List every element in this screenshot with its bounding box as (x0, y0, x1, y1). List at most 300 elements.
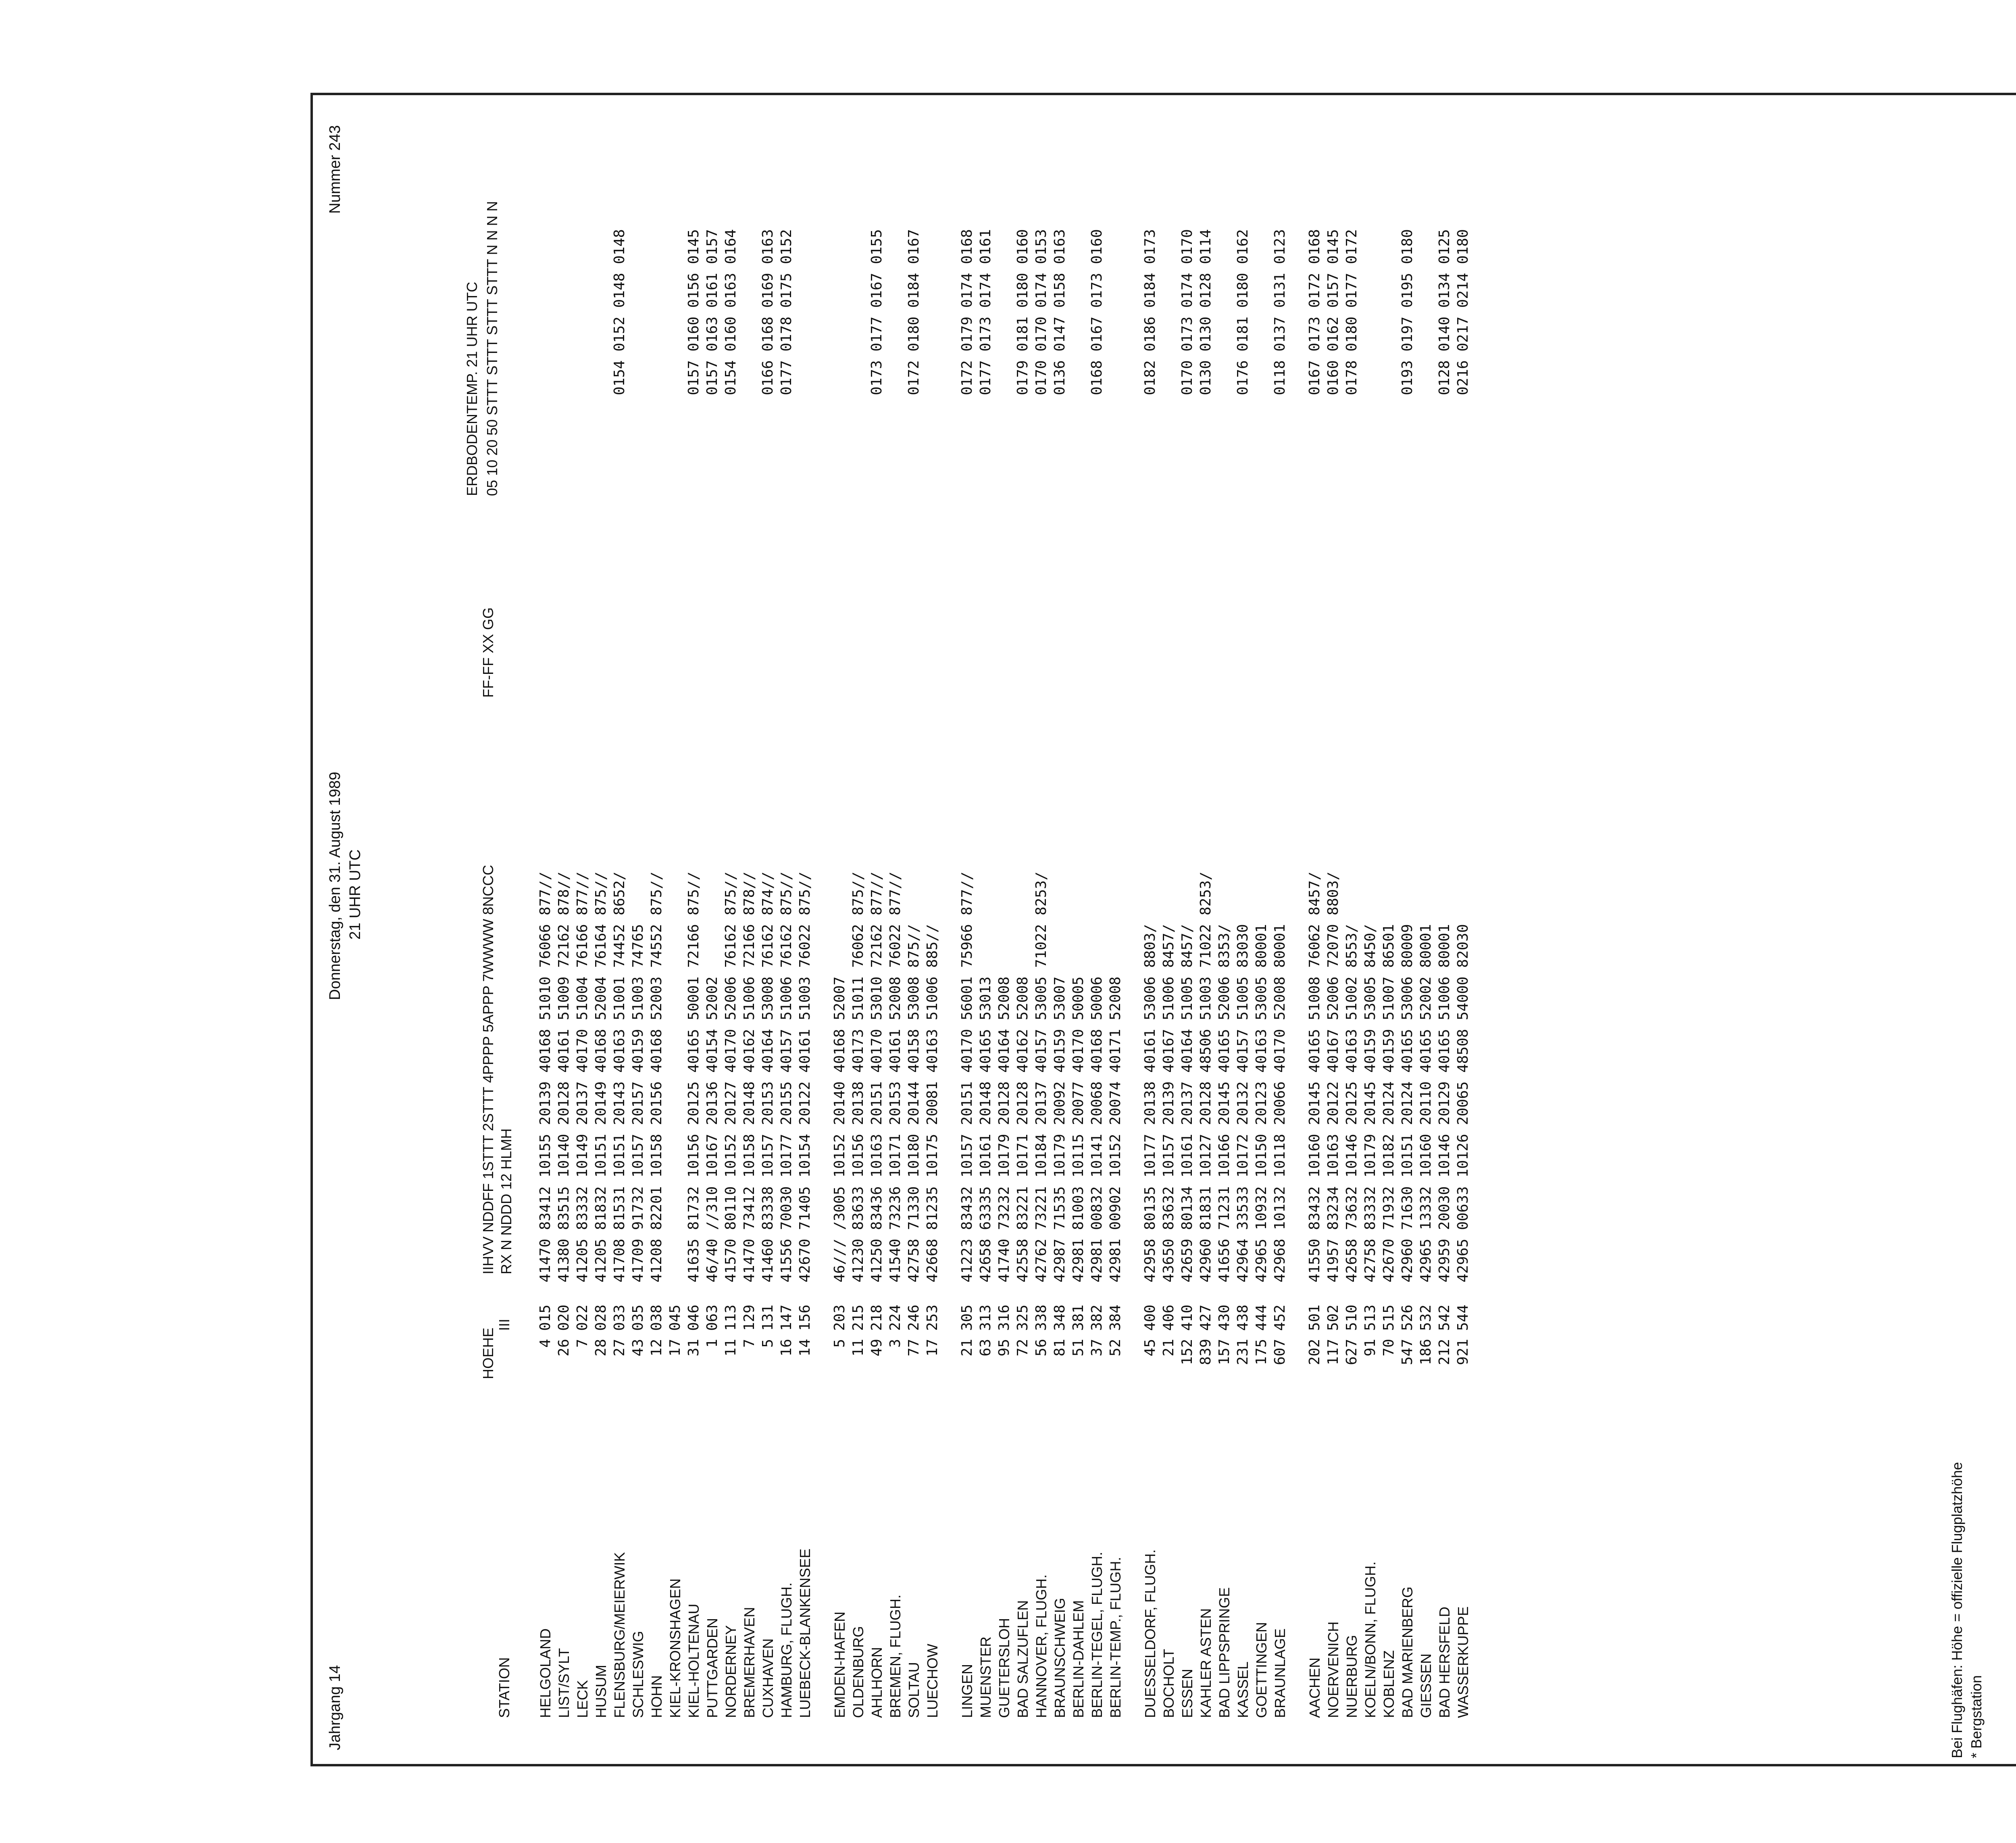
soil-temperatures (555, 32, 573, 395)
soil-temperatures: 0136 0147 0158 0163 (1052, 229, 1068, 395)
station-height: 175 (1253, 1339, 1270, 1366)
station-height: 212 (1436, 1339, 1453, 1366)
station-height: 839 (1198, 1339, 1214, 1366)
station-number: 015 (537, 1304, 554, 1331)
station-name: GIESSEN (1418, 1653, 1434, 1718)
soil-temperatures (1069, 32, 1088, 395)
table-row (722, 32, 740, 1718)
station-name: OLDENBURG (850, 1626, 866, 1718)
table-row (1088, 32, 1106, 1718)
table-row (958, 32, 977, 1718)
synop-groups: 46/40 //310 10167 20136 40154 52002 (704, 976, 721, 1282)
table-row (1160, 32, 1178, 1718)
station-height: 52 (1107, 1339, 1124, 1357)
station-number: 035 (630, 1304, 646, 1331)
station-number: 513 (1362, 1304, 1379, 1331)
soil-temperatures (1252, 32, 1271, 395)
station-height: 21 (959, 1339, 975, 1357)
station-number: 427 (1198, 1304, 1214, 1331)
synop-groups: 42658 73632 10146 20125 40163 51002 8553/ (1343, 924, 1360, 1282)
station-name: HANNOVER, FLUGH. (1033, 1574, 1050, 1718)
synop-groups: 42964 33533 10172 20132 40157 51005 83030 (1235, 924, 1251, 1282)
station-height: 26 (556, 1339, 572, 1357)
table-row (1271, 32, 1289, 1718)
soil-temperatures: 0176 0181 0180 0162 (1235, 229, 1251, 395)
table-row (977, 32, 995, 1718)
soil-temperatures (592, 32, 610, 395)
table-row (666, 32, 685, 1718)
synop-groups: 42965 00633 10126 20065 48508 54000 82030 (1455, 924, 1471, 1282)
station-number: 313 (977, 1304, 994, 1331)
station-number: 515 (1381, 1304, 1397, 1331)
synop-groups: 41208 82201 10158 20156 40168 52003 74552 875// (648, 871, 665, 1282)
synop-groups: 42670 71932 10182 20124 40159 51007 86501 (1381, 924, 1397, 1282)
table-row (886, 32, 905, 1718)
station-name: BOCHOLT (1160, 1649, 1177, 1718)
issue-number: Nummer 243 (327, 125, 344, 214)
table-row (1032, 32, 1051, 1718)
station-name: KIEL-HOLTENAU (685, 1603, 702, 1718)
station-number: 406 (1160, 1304, 1177, 1331)
station-number: 033 (611, 1304, 628, 1331)
synop-groups: 42959 20030 10146 20129 40165 51006 80001 (1436, 924, 1453, 1282)
synop-groups: 41250 83436 10163 20151 40170 53010 72162 877// (868, 871, 885, 1282)
station-height: 56 (1033, 1339, 1050, 1357)
synop-groups: 42968 10132 10118 20066 40170 52008 80001 (1272, 924, 1288, 1282)
station-name: EMDEN-HAFEN (831, 1611, 848, 1718)
synop-groups: 41205 83332 10149 20137 40170 51004 76166 877// (574, 871, 591, 1282)
soil-temperatures (849, 32, 868, 395)
soil-temperatures (573, 32, 592, 395)
station-number: 400 (1142, 1304, 1158, 1331)
synop-groups: 42965 13332 10160 20110 40165 52002 80001 (1418, 924, 1434, 1282)
station-name: BAD MARIENBERG (1399, 1586, 1416, 1718)
station-height: 17 (924, 1339, 941, 1357)
table-row (831, 32, 849, 1718)
table-row (1141, 32, 1160, 1718)
soil-temperatures (1160, 32, 1178, 395)
station-name: BAD SALZUFLEN (1014, 1600, 1031, 1718)
volume-label: Jahrgang 14 (327, 1665, 344, 1750)
soil-temperatures: 0173 0177 0167 0155 (868, 229, 885, 395)
synop-groups: 41550 83432 10160 20145 40165 51008 76062 8457/ (1306, 871, 1323, 1282)
station-height: 117 (1325, 1339, 1341, 1366)
station-number: 316 (996, 1304, 1012, 1331)
station-number: 028 (593, 1304, 609, 1331)
station-number: 147 (778, 1304, 795, 1331)
soil-temperatures (1380, 32, 1398, 395)
soil-temperatures: 0177 0173 0174 0161 (977, 229, 994, 395)
soil-temperatures: 0172 0180 0184 0167 (906, 229, 922, 395)
table-row (1178, 32, 1197, 1718)
synop-groups: 42558 83221 10171 20128 40162 52008 (1014, 976, 1031, 1282)
station-height: 5 (831, 1339, 848, 1348)
station-number: 348 (1052, 1304, 1068, 1331)
synop-groups: 42960 81831 10127 20128 48506 51003 71022 8253/ (1198, 871, 1214, 1282)
table-row (648, 32, 666, 1718)
station-number: 325 (1014, 1304, 1031, 1331)
station-table (536, 32, 1472, 1718)
row-gap (814, 32, 831, 1718)
station-height: 45 (1142, 1339, 1158, 1357)
station-name: BERLIN-DAHLEM (1070, 1600, 1087, 1718)
col-erdboden-sub: 05 10 20 50 STTT STTT STTT STTT N N N N (484, 201, 500, 496)
station-name: SCHLESWIG (630, 1630, 646, 1718)
station-name: KAHLER ASTEN (1198, 1608, 1214, 1718)
station-number: 381 (1070, 1304, 1087, 1331)
station-name: BRAUNLAGE (1272, 1628, 1288, 1718)
synop-groups: 41656 71231 10166 20145 40165 52006 8353/ (1216, 924, 1233, 1282)
synop-groups: 42668 81235 10175 20081 40163 51006 885// (924, 924, 941, 1282)
synop-groups: 42762 73221 10184 20137 40157 53005 71022 8253/ (1033, 871, 1050, 1282)
station-number: 113 (723, 1304, 739, 1331)
station-name: NORDERNEY (723, 1625, 739, 1718)
station-height: 21 (1160, 1339, 1177, 1357)
station-number: 215 (850, 1304, 866, 1331)
station-name: HOHN (648, 1675, 665, 1718)
col-hoehe: HOEHE (480, 1327, 496, 1379)
soil-temperatures: 0166 0168 0169 0163 (760, 229, 776, 395)
station-name: GOETTINGEN (1253, 1622, 1270, 1718)
station-height: 70 (1381, 1339, 1397, 1357)
table-row (703, 32, 722, 1718)
synop-groups: 41230 83633 10156 20138 40173 51011 76062 875// (850, 871, 866, 1282)
soil-temperatures (1106, 32, 1125, 395)
station-height: 152 (1179, 1339, 1195, 1366)
station-number: 224 (887, 1304, 904, 1331)
station-name: HUSUM (593, 1665, 609, 1718)
station-name: AACHEN (1306, 1657, 1323, 1718)
soil-temperatures (536, 32, 555, 395)
station-number: 452 (1272, 1304, 1288, 1331)
synop-groups: 42987 71535 10179 20092 40159 53007 (1052, 976, 1068, 1282)
station-number: 020 (556, 1304, 572, 1331)
station-number: 438 (1235, 1304, 1251, 1331)
station-height: 3 (887, 1339, 904, 1348)
table-row (1051, 32, 1069, 1718)
station-number: 038 (648, 1304, 665, 1331)
station-height: 49 (868, 1339, 885, 1357)
station-name: BRAUNSCHWEIG (1052, 1597, 1068, 1718)
table-row (1435, 32, 1454, 1718)
col-erdboden: ERDBODENTEMP. 21 UHR UTC (464, 281, 480, 496)
synop-groups: 41556 70030 10177 20155 40157 51006 76162 875// (778, 871, 795, 1282)
table-row (1197, 32, 1215, 1718)
station-name: LUECHOW (924, 1643, 941, 1718)
table-row (905, 32, 923, 1718)
date-label: Donnerstag, den 31. August 1989 (327, 771, 344, 1000)
station-height: 12 (648, 1339, 665, 1357)
table-row (740, 32, 759, 1718)
station-name: LECK (574, 1680, 591, 1718)
station-number: 338 (1033, 1304, 1050, 1331)
station-number: 502 (1325, 1304, 1341, 1331)
table-row (573, 32, 592, 1718)
soil-temperatures: 0157 0160 0156 0145 (685, 229, 702, 395)
synop-groups: 41205 81832 10151 20149 40168 52004 76164 875// (593, 871, 609, 1282)
station-name: BAD LIPPSPRINGE (1216, 1587, 1233, 1718)
station-number: 253 (924, 1304, 941, 1331)
soil-temperatures: 0157 0163 0161 0157 (704, 229, 721, 395)
footnote-mountain: * Bergstation (1968, 1675, 1985, 1758)
row-gap (1289, 32, 1306, 1718)
station-number: 129 (741, 1304, 758, 1331)
station-height: 51 (1070, 1339, 1087, 1357)
station-name: LINGEN (959, 1664, 975, 1718)
soil-temperatures: 0170 0170 0174 0153 (1033, 229, 1050, 395)
station-name: LUEBECK-BLANKENSEE (797, 1548, 813, 1718)
synop-groups: 42670 71405 10154 20122 40161 51003 76022 875// (797, 871, 813, 1282)
table-row (1252, 32, 1271, 1718)
row-gap (942, 32, 958, 1718)
station-name: BREMEN, FLUGH. (887, 1594, 904, 1718)
station-height: 5 (760, 1339, 776, 1348)
station-height: 186 (1418, 1339, 1434, 1366)
soil-temperatures (648, 32, 666, 395)
table-row (868, 32, 886, 1718)
table-row (777, 32, 796, 1718)
station-name: BERLIN-TEMP., FLUGH. (1107, 1557, 1124, 1718)
station-name: GUETERSLOH (996, 1618, 1012, 1718)
soil-temperatures (740, 32, 759, 395)
table-row (1380, 32, 1398, 1718)
station-height: 31 (685, 1339, 702, 1357)
station-height: 1 (704, 1339, 721, 1348)
table-row (1361, 32, 1380, 1718)
table-row (536, 32, 555, 1718)
synop-groups: 41635 81732 10156 20125 40165 50001 72166 875// (685, 871, 702, 1282)
station-number: 542 (1436, 1304, 1453, 1331)
station-height: 607 (1272, 1339, 1288, 1366)
soil-temperatures: 0182 0186 0184 0173 (1142, 229, 1158, 395)
station-height: 63 (977, 1339, 994, 1357)
station-name: FLENSBURG/MEIERWIK (611, 1552, 628, 1718)
synop-groups: 42758 83332 10179 20145 40159 53005 8450/ (1362, 924, 1379, 1282)
station-number: 022 (574, 1304, 591, 1331)
station-height: 81 (1052, 1339, 1068, 1357)
synop-groups: 42981 00832 10141 20068 40168 50006 (1089, 976, 1105, 1282)
station-number: 203 (831, 1304, 848, 1331)
station-height: 7 (574, 1339, 591, 1348)
station-height: 202 (1306, 1339, 1323, 1366)
station-name: KOBLENZ (1381, 1650, 1397, 1718)
station-name: HELGOLAND (537, 1628, 554, 1718)
table-row (923, 32, 942, 1718)
station-height: 27 (611, 1339, 628, 1357)
station-height: 43 (630, 1339, 646, 1357)
soil-temperatures (886, 32, 905, 395)
synop-groups: 41470 73412 10158 20148 40162 51006 72166 878// (741, 871, 758, 1282)
col-ff: FF-FF XX GG (480, 607, 496, 698)
table-row (849, 32, 868, 1718)
table-row (610, 32, 629, 1718)
table-row (1306, 32, 1324, 1718)
table-row (796, 32, 814, 1718)
station-name: SOLTAU (906, 1662, 922, 1718)
station-height: 627 (1343, 1339, 1360, 1366)
synop-groups: 41223 83432 10157 20151 40170 56001 75966 877// (959, 871, 975, 1282)
soil-temperatures (629, 32, 648, 395)
table-row (1343, 32, 1361, 1718)
station-height: 77 (906, 1339, 922, 1357)
station-height: 11 (723, 1339, 739, 1357)
station-name: BERLIN-TEGEL, FLUGH. (1089, 1551, 1105, 1718)
table-row (1106, 32, 1125, 1718)
station-number: 063 (704, 1304, 721, 1331)
station-number: 382 (1089, 1304, 1105, 1331)
station-height: 7 (741, 1339, 758, 1348)
station-height: 14 (797, 1339, 813, 1357)
row-gap (1125, 32, 1141, 1718)
station-height: 11 (850, 1339, 866, 1357)
station-height: 157 (1216, 1339, 1233, 1366)
soil-temperatures (1417, 32, 1435, 395)
station-name: AHLHORN (868, 1647, 885, 1718)
table-row (1234, 32, 1252, 1718)
synop-groups: 42958 80135 10177 20138 40161 53006 8803/ (1142, 924, 1158, 1282)
table-row (1324, 32, 1343, 1718)
station-number: 305 (959, 1304, 975, 1331)
station-name: BREMERHAVEN (741, 1607, 758, 1718)
station-name: KOELN/BONN, FLUGH. (1362, 1561, 1379, 1718)
soil-temperatures: 0128 0140 0134 0125 (1436, 229, 1453, 395)
station-number: 444 (1253, 1304, 1270, 1331)
station-height: 16 (778, 1339, 795, 1357)
col-iii: III (496, 1318, 512, 1331)
soil-temperatures: 0168 0167 0173 0160 (1089, 229, 1105, 395)
table-row (592, 32, 610, 1718)
synop-groups: 42981 81003 10115 20077 40170 50005 (1070, 976, 1087, 1282)
station-height: 95 (996, 1339, 1012, 1357)
soil-temperatures (923, 32, 942, 395)
station-name: HAMBURG, FLUGH. (778, 1582, 795, 1718)
table-row (629, 32, 648, 1718)
soil-temperatures (1361, 32, 1380, 395)
station-height: 4 (537, 1339, 554, 1348)
station-height: 231 (1235, 1339, 1251, 1366)
station-number: 246 (906, 1304, 922, 1331)
synop-groups: 46/// /3005 10152 20140 40168 52007 (831, 976, 848, 1282)
station-number: 156 (797, 1304, 813, 1331)
synop-groups: 41540 73236 10171 20153 40161 52008 76022 877// (887, 871, 904, 1282)
col-station: STATION (496, 1657, 512, 1718)
station-name: KASSEL (1235, 1661, 1251, 1718)
rotated-document (310, 93, 2016, 1766)
soil-temperatures (796, 32, 814, 395)
soil-temperatures (1215, 32, 1234, 395)
station-height: 921 (1455, 1339, 1471, 1366)
footnotes (1947, 1462, 1986, 1758)
station-name: LIST/SYLT (556, 1648, 572, 1718)
table-row (1069, 32, 1088, 1718)
table-row (1014, 32, 1032, 1718)
station-name: MUENSTER (977, 1636, 994, 1718)
soil-temperatures: 0167 0173 0172 0168 (1306, 229, 1323, 395)
station-name: WASSERKUPPE (1455, 1606, 1471, 1718)
table-row (759, 32, 777, 1718)
table-row (1215, 32, 1234, 1718)
table-row (555, 32, 573, 1718)
col-groups: IIHVV NDDFF 1STTT 2STTT 4PPPP 5APPP 7WWWW 8NCCC (480, 865, 496, 1274)
table-row (995, 32, 1014, 1718)
table-row (1417, 32, 1435, 1718)
soil-temperatures (831, 32, 849, 395)
soil-temperatures: 0154 0152 0148 0148 (611, 229, 628, 395)
synop-groups: 42981 00902 10152 20074 40171 52008 (1107, 976, 1124, 1282)
soil-temperatures: 0178 0180 0177 0172 (1343, 229, 1360, 395)
station-number: 131 (760, 1304, 776, 1331)
station-height: 17 (667, 1339, 683, 1357)
soil-temperatures: 0179 0181 0180 0160 (1014, 229, 1031, 395)
synop-groups: 42758 71330 10180 20144 40158 53008 875// (906, 924, 922, 1282)
synop-groups: 41708 81531 10151 20143 40163 51001 74452 8652/ (611, 871, 628, 1282)
soil-temperatures: 0118 0137 0131 0123 (1272, 229, 1288, 395)
footnote-airport: Bei Flughäfen: Höhe = offizielle Flugplatzhöhe (1949, 1462, 1965, 1758)
station-number: 510 (1343, 1304, 1360, 1331)
synop-groups: 42960 71630 10151 20124 40165 53006 80009 (1399, 924, 1416, 1282)
synop-groups: 41460 83338 10157 20153 40164 53008 76162 874// (760, 871, 776, 1282)
station-height: 72 (1014, 1339, 1031, 1357)
synop-groups: 41570 80110 10152 20127 40170 52006 76162 875// (723, 871, 739, 1282)
synop-groups: 41709 91732 10157 20157 40159 51003 74765 (630, 924, 646, 1282)
time-label: 21 UHR UTC (347, 849, 364, 940)
station-name: DUESSELDORF, FLUGH. (1142, 1549, 1158, 1718)
synop-groups (666, 395, 685, 1282)
station-height: 547 (1399, 1339, 1416, 1366)
synop-groups: 41380 83515 10140 20128 40161 51009 72162 878// (556, 871, 572, 1282)
station-number: 218 (868, 1304, 885, 1331)
station-name: CUXHAVEN (760, 1638, 776, 1718)
soil-temperatures (666, 32, 685, 395)
synop-groups: 43650 83632 10157 20139 40167 51006 8457/ (1160, 924, 1177, 1282)
table-row (1398, 32, 1417, 1718)
soil-temperatures: 0130 0130 0128 0114 (1198, 229, 1214, 395)
synop-groups: 42965 10932 10150 20123 40163 53005 80001 (1253, 924, 1270, 1282)
soil-temperatures: 0216 0217 0214 0180 (1455, 229, 1471, 395)
soil-temperatures (995, 32, 1014, 395)
station-name: BAD HERSFELD (1436, 1606, 1453, 1718)
station-number: 501 (1306, 1304, 1323, 1331)
station-number: 046 (685, 1304, 702, 1331)
station-number: 532 (1418, 1304, 1434, 1331)
synop-groups: 41470 83412 10155 20139 40168 51010 76066 877// (537, 871, 554, 1282)
station-name: NUERBURG (1343, 1635, 1360, 1718)
table-row (1454, 32, 1472, 1718)
station-name: NOERVENICH (1325, 1621, 1341, 1718)
synop-groups: 41957 83234 10163 20122 40167 52006 72070 8803/ (1325, 871, 1341, 1282)
station-height: 28 (593, 1339, 609, 1357)
table-row (685, 32, 703, 1718)
station-number: 526 (1399, 1304, 1416, 1331)
station-number: 045 (667, 1304, 683, 1331)
soil-temperatures: 0160 0162 0157 0145 (1325, 229, 1341, 395)
synop-groups: 41740 73232 10179 20128 40164 52008 (996, 976, 1012, 1282)
soil-temperatures: 0154 0160 0163 0164 (723, 229, 739, 395)
synop-groups: 42658 63335 10161 20148 40165 53013 (977, 976, 994, 1282)
station-name: KIEL-KRONSHAGEN (667, 1578, 683, 1718)
synop-groups: 42659 80134 10161 20137 40164 51005 8457/ (1179, 924, 1195, 1282)
soil-temperatures: 0177 0178 0175 0152 (778, 229, 795, 395)
station-height: 91 (1362, 1339, 1379, 1357)
col-groups-2: RX N NDDD 12 HLMH (498, 1128, 514, 1274)
station-number: 430 (1216, 1304, 1233, 1331)
soil-temperatures: 0193 0197 0195 0180 (1399, 229, 1416, 395)
station-height: 37 (1089, 1339, 1105, 1357)
station-number: 410 (1179, 1304, 1195, 1331)
soil-temperatures: 0172 0179 0174 0168 (959, 229, 975, 395)
station-name: ESSEN (1179, 1668, 1195, 1718)
station-name: PUTTGARDEN (704, 1618, 721, 1718)
